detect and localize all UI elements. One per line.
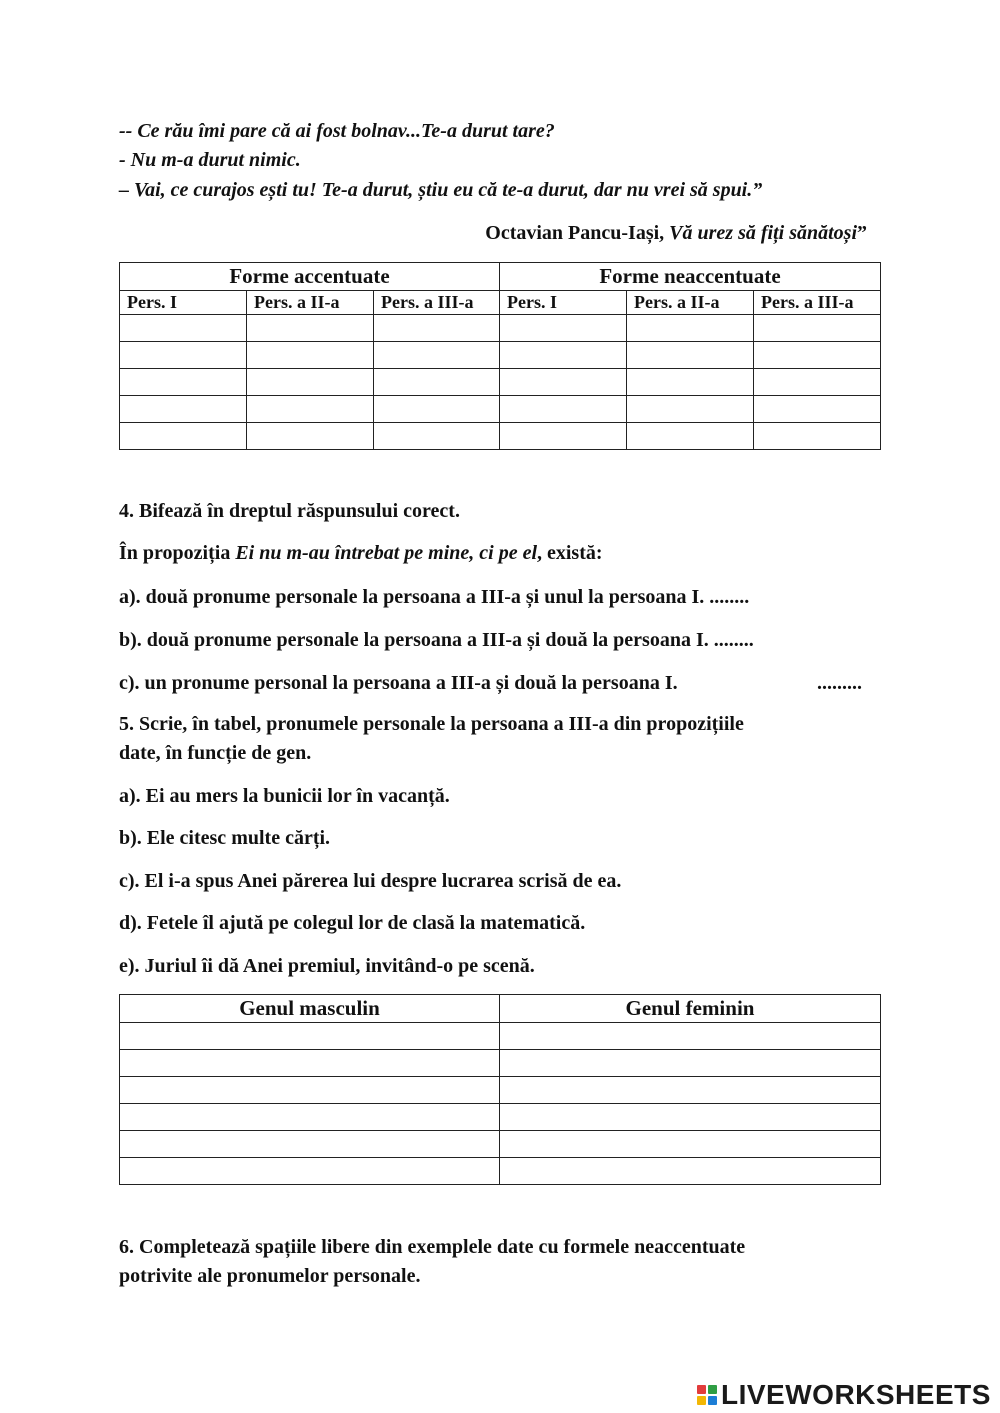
- answer-cell[interactable]: [754, 396, 881, 423]
- ex4-prompt: [119, 542, 603, 565]
- answer-cell[interactable]: [247, 315, 374, 342]
- table-row: [120, 1158, 881, 1185]
- answer-cell[interactable]: [500, 1077, 881, 1104]
- ex4-prompt-end: , există:: [537, 542, 603, 564]
- answer-cell[interactable]: [627, 342, 754, 369]
- answer-cell[interactable]: [627, 315, 754, 342]
- answer-cell[interactable]: [120, 1131, 500, 1158]
- ex5-item-d: d). Fetele îl ajută pe colegul lor de clasă la matematică.: [119, 912, 586, 934]
- answer-cell[interactable]: [500, 1158, 881, 1185]
- logo-square: [697, 1396, 706, 1405]
- gender-table: [119, 994, 881, 1185]
- quote-attribution: [485, 222, 867, 245]
- answer-cell[interactable]: [754, 423, 881, 450]
- answer-cell[interactable]: [120, 396, 247, 423]
- answer-cell[interactable]: [754, 342, 881, 369]
- ex5-title-line-1: 5. Scrie, în tabel, pronumele personale la persoana a III-a din propozițiile: [119, 713, 744, 735]
- answer-cell[interactable]: [500, 1104, 881, 1131]
- answer-cell[interactable]: [120, 1023, 500, 1050]
- ex6-title-line-2: potrivite ale pronumelor personale.: [119, 1265, 421, 1287]
- answer-cell[interactable]: [120, 342, 247, 369]
- answer-cell[interactable]: [754, 369, 881, 396]
- answer-cell[interactable]: [374, 342, 500, 369]
- ex6-title-line-1: 6. Completează spațiile libere din exemplele date cu formele neaccentuate: [119, 1236, 746, 1258]
- answer-cell[interactable]: [500, 423, 627, 450]
- quote-line-2: - Nu m-a durut nimic.: [119, 149, 301, 171]
- header-feminine: Genul feminin: [500, 995, 881, 1023]
- quote-closing-mark: ”: [857, 222, 867, 244]
- answer-cell[interactable]: [374, 423, 500, 450]
- answer-cell[interactable]: [500, 315, 627, 342]
- answer-cell[interactable]: [500, 369, 627, 396]
- quote-author: Octavian Pancu-Iași,: [485, 222, 670, 244]
- ex5-title-line-2: date, în funcție de gen.: [119, 742, 312, 764]
- table-row: [120, 1131, 881, 1158]
- ex4-prompt-sentence: Ei nu m-au întrebat pe mine, ci pe el: [235, 542, 537, 564]
- logo-square: [708, 1385, 717, 1394]
- header-masculine: Genul masculin: [120, 995, 500, 1023]
- ex4-option-a[interactable]: a). două pronume personale la persoana a III-a și unul la persoana I. ........: [119, 586, 750, 608]
- ex5-item-a: a). Ei au mers la bunicii lor în vacanță.: [119, 785, 450, 807]
- pronoun-forms-table: [119, 262, 881, 450]
- table-row: [120, 1050, 881, 1077]
- answer-cell[interactable]: [500, 396, 627, 423]
- liveworksheets-logo-icon: [697, 1385, 717, 1405]
- table-row: [120, 396, 881, 423]
- table-row: [120, 1077, 881, 1104]
- quote-source-title: Vă urez să fiți sănătoși: [669, 222, 857, 244]
- ex4-prompt-start: În propoziția: [119, 542, 236, 564]
- subheader-pers-1: Pers. I: [120, 291, 247, 315]
- answer-cell[interactable]: [500, 1050, 881, 1077]
- liveworksheets-logo[interactable]: [697, 1378, 991, 1412]
- answer-cell[interactable]: [374, 396, 500, 423]
- table-row: [120, 369, 881, 396]
- subheader-pers-3: Pers. a III-a: [374, 291, 500, 315]
- logo-square: [708, 1396, 717, 1405]
- answer-cell[interactable]: [374, 369, 500, 396]
- answer-cell[interactable]: [120, 1050, 500, 1077]
- answer-cell[interactable]: [247, 396, 374, 423]
- ex4-option-b[interactable]: b). două pronume personale la persoana a III-a și două la persoana I. ........: [119, 629, 754, 651]
- answer-cell[interactable]: [374, 315, 500, 342]
- header-accented-forms: Forme accentuate: [120, 263, 500, 291]
- answer-cell[interactable]: [627, 369, 754, 396]
- answer-cell[interactable]: [120, 423, 247, 450]
- ex5-item-b: b). Ele citesc multe cărți.: [119, 827, 331, 849]
- answer-cell[interactable]: [120, 1077, 500, 1104]
- table-row: [120, 1104, 881, 1131]
- ex4-option-c-checkbox[interactable]: .........: [817, 672, 862, 694]
- subheader-pers-3: Pers. a III-a: [754, 291, 881, 315]
- table-row: [120, 342, 881, 369]
- answer-cell[interactable]: [120, 1104, 500, 1131]
- ex4-title: 4. Bifează în dreptul răspunsului corect.: [119, 500, 460, 522]
- logo-square: [697, 1385, 706, 1394]
- answer-cell[interactable]: [500, 1023, 881, 1050]
- answer-cell[interactable]: [120, 1158, 500, 1185]
- answer-cell[interactable]: [247, 342, 374, 369]
- answer-cell[interactable]: [120, 369, 247, 396]
- answer-cell[interactable]: [247, 423, 374, 450]
- subheader-pers-1: Pers. I: [500, 291, 627, 315]
- ex5-item-c: c). El i-a spus Anei părerea lui despre lucrarea scrisă de ea.: [119, 870, 622, 892]
- answer-cell[interactable]: [247, 369, 374, 396]
- answer-cell[interactable]: [120, 315, 247, 342]
- table-row: [120, 423, 881, 450]
- subheader-pers-2: Pers. a II-a: [627, 291, 754, 315]
- answer-cell[interactable]: [627, 396, 754, 423]
- table-row: [120, 1023, 881, 1050]
- ex4-option-c[interactable]: c). un pronume personal la persoana a III-a și două la persoana I.: [119, 672, 678, 694]
- answer-cell[interactable]: [500, 1131, 881, 1158]
- subheader-pers-2: Pers. a II-a: [247, 291, 374, 315]
- quote-line-3: – Vai, ce curajos ești tu! Te-a durut, știu eu că te-a durut, dar nu vrei să spui.”: [119, 179, 763, 201]
- ex5-item-e: e). Juriul îi dă Anei premiul, invitând-o pe scenă.: [119, 955, 535, 977]
- answer-cell[interactable]: [754, 315, 881, 342]
- answer-cell[interactable]: [500, 342, 627, 369]
- table-row: [120, 315, 881, 342]
- header-unaccented-forms: Forme neaccentuate: [500, 263, 881, 291]
- quote-line-1: -- Ce rău îmi pare că ai fost bolnav...Te-a durut tare?: [119, 120, 555, 142]
- logo-text: LIVEWORKSHEETS: [721, 1379, 991, 1410]
- answer-cell[interactable]: [627, 423, 754, 450]
